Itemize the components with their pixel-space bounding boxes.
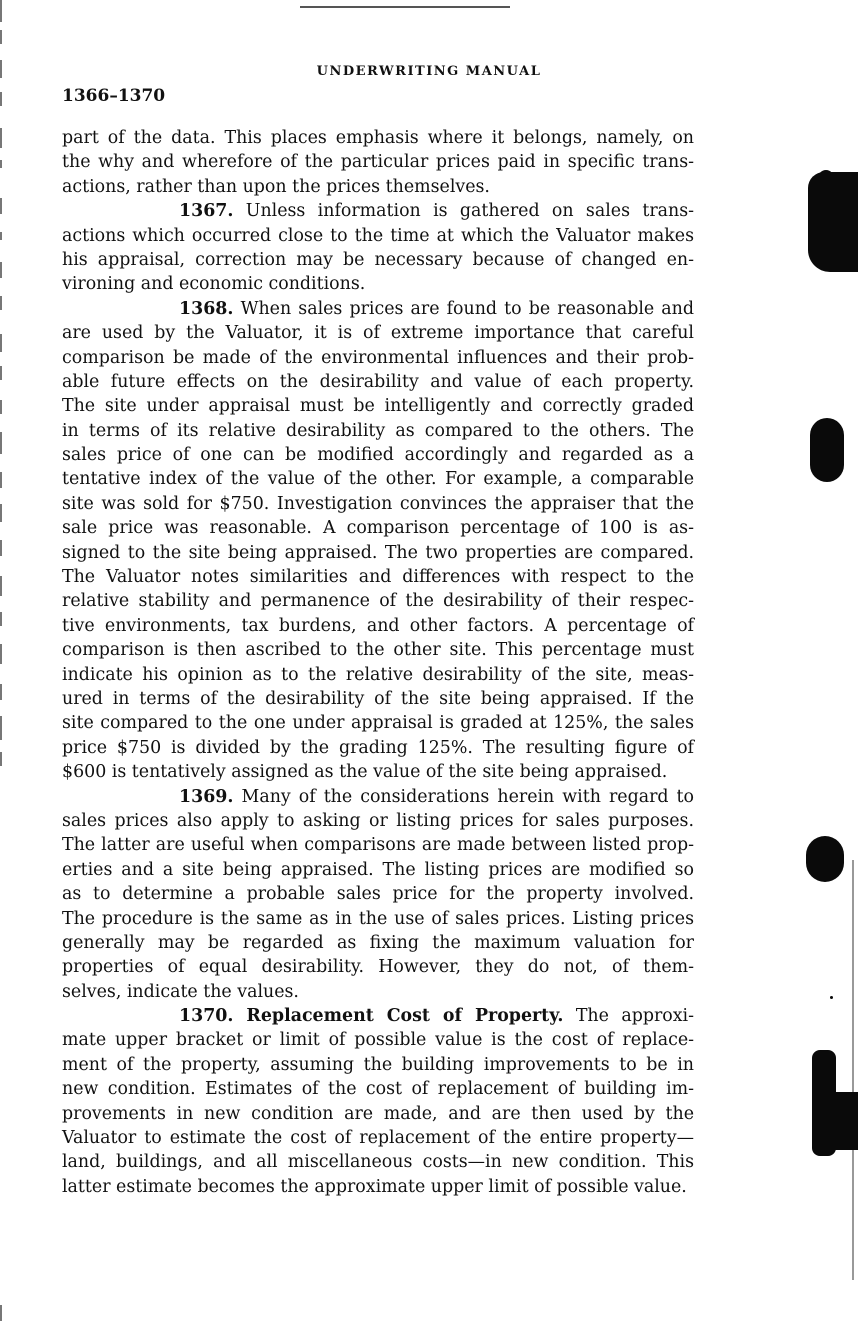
text-line — [62, 1126, 694, 1150]
line-text: sales prices also apply to asking or listing prices for sales purposes. — [62, 810, 694, 831]
page-range: 1366–1370 — [62, 86, 166, 106]
line-text: The latter are useful when comparisons are made between listed prop- — [62, 835, 694, 856]
line-text: When sales prices are found to be reasonable and — [240, 298, 695, 319]
line-text: sales price of one can be modified accordingly and regarded as a — [62, 445, 694, 466]
text-line — [62, 638, 694, 662]
paragraph-number: 1369. — [179, 786, 234, 807]
text-line — [62, 297, 694, 321]
line-text: new condition. Estimates of the cost of replacement of building im- — [62, 1079, 694, 1100]
line-text: relative stability and permanence of the desirability of their respec- — [62, 591, 694, 612]
line-text: site was sold for $750. Investigation convinces the appraiser that the — [62, 493, 694, 514]
line-text: The Valuator notes similarities and differences with respect to the — [62, 567, 694, 588]
text-line — [62, 882, 694, 906]
text-line — [62, 467, 694, 491]
line-text: price $750 is divided by the grading 125%. The resulting figure of — [62, 737, 694, 758]
line-text: Unless information is gathered on sales trans- — [245, 201, 694, 222]
text-line — [62, 955, 694, 979]
text-line — [62, 980, 694, 1004]
binding-punch-mark — [812, 1092, 858, 1150]
text-line — [62, 736, 694, 760]
line-text: part of the data. This places emphasis where it belongs, namely, on — [62, 128, 694, 148]
text-line — [62, 199, 694, 223]
line-text: Valuator to estimate the cost of replacement of the entire property— — [62, 1128, 694, 1149]
top-rule — [300, 6, 510, 8]
text-line — [62, 785, 694, 809]
text-line — [62, 321, 694, 345]
line-text: as to determine a probable sales price for the property involved. — [62, 884, 694, 905]
body-text — [62, 126, 694, 1199]
line-text: signed to the site being appraised. The two properties are compared. — [62, 542, 694, 563]
line-text: indicate his opinion as to the relative desirability of the site, meas- — [62, 664, 694, 685]
text-line — [62, 1053, 694, 1077]
text-line — [62, 516, 694, 540]
text-line — [62, 492, 694, 516]
line-text: the why and wherefore of the particular prices paid in specific trans- — [62, 152, 694, 173]
line-text: are used by the Valuator, it is of extreme importance that careful — [62, 323, 694, 344]
line-text: in terms of its relative desirability as compared to the others. The — [62, 420, 694, 441]
text-line — [62, 126, 694, 150]
text-line — [62, 1175, 694, 1199]
line-text: The site under appraisal must be intelligently and correctly graded — [62, 396, 694, 417]
text-line — [62, 907, 694, 931]
text-line — [62, 711, 694, 735]
binding-punch-mark — [818, 170, 834, 200]
line-text: actions which occurred close to the time at which the Valuator makes — [62, 225, 694, 246]
text-line — [62, 224, 694, 248]
line-text: site compared to the one under appraisal is graded at 125%, the sales — [62, 713, 694, 734]
text-line — [62, 175, 694, 199]
text-line — [62, 687, 694, 711]
text-line — [62, 248, 694, 272]
text-line — [62, 370, 694, 394]
line-text: actions, rather than upon the prices themselves. — [62, 176, 490, 197]
text-line — [62, 809, 694, 833]
line-text: land, buildings, and all miscellaneous costs—in new condition. This — [62, 1152, 694, 1173]
paragraph-number: 1367. — [179, 201, 234, 222]
binding-punch-mark — [830, 996, 833, 999]
text-line — [62, 614, 694, 638]
text-line — [62, 1102, 694, 1126]
line-text: comparison is then ascribed to the other site. This percentage must — [62, 640, 694, 661]
text-line — [62, 589, 694, 613]
text-line — [62, 272, 694, 296]
line-text: able future effects on the desirability and value of each property. — [62, 371, 694, 392]
line-text: generally may be regarded as fixing the maximum valuation for — [62, 932, 694, 953]
line-text: mate upper bracket or limit of possible value is the cost of replace- — [62, 1030, 694, 1051]
paragraph-number: 1368. — [179, 298, 234, 319]
binding-punch-mark — [806, 836, 844, 882]
text-line — [62, 541, 694, 565]
text-line — [62, 1077, 694, 1101]
line-text: sale price was reasonable. A comparison percentage of 100 is as- — [62, 518, 694, 539]
text-line — [62, 1028, 694, 1052]
line-text: erties and a site being appraised. The listing prices are modified so — [62, 859, 694, 880]
binding-punch-mark — [810, 418, 844, 482]
text-line — [62, 760, 694, 784]
line-text: latter estimate becomes the approximate upper limit of possible value. — [62, 1176, 687, 1197]
line-text: ment of the property, assuming the building improvements to be in — [62, 1054, 694, 1075]
left-page-edge — [0, 0, 3, 1321]
text-line — [62, 150, 694, 174]
text-line — [62, 858, 694, 882]
line-text: his appraisal, correction may be necessary because of changed en- — [62, 249, 694, 270]
line-text: provements in new condition are made, and are then used by the — [62, 1103, 694, 1124]
line-text: selves, indicate the values. — [62, 981, 299, 1002]
line-text: $600 is tentatively assigned as the value of the site being appraised. — [62, 762, 668, 783]
line-text: The approxi- — [575, 1006, 694, 1027]
text-line — [62, 1150, 694, 1174]
line-text: Many of the considerations herein with regard to — [241, 786, 695, 807]
line-text: tentative index of the value of the other. For example, a comparable — [62, 469, 694, 490]
line-text: properties of equal desirability. However, they do not, of them- — [62, 957, 694, 978]
text-line — [62, 346, 694, 370]
running-head: UNDERWRITING MANUAL — [316, 64, 542, 79]
line-text: ured in terms of the desirability of the site being appraised. If the — [62, 688, 694, 709]
line-text: vironing and economic conditions. — [62, 274, 366, 295]
text-line — [62, 443, 694, 467]
text-line — [62, 833, 694, 857]
right-page-edge — [852, 860, 854, 1280]
paragraph-number: 1370. Replacement Cost of Property. — [179, 1006, 564, 1027]
text-line — [62, 1004, 694, 1028]
line-text: The procedure is the same as in the use of sales prices. Listing prices — [62, 908, 694, 929]
line-text: tive environments, tax burdens, and other factors. A percentage of — [62, 615, 694, 636]
line-text: comparison be made of the environmental influences and their prob- — [62, 347, 694, 368]
text-line — [62, 931, 694, 955]
text-line — [62, 419, 694, 443]
text-line — [62, 663, 694, 687]
text-line — [62, 394, 694, 418]
text-line — [62, 565, 694, 589]
